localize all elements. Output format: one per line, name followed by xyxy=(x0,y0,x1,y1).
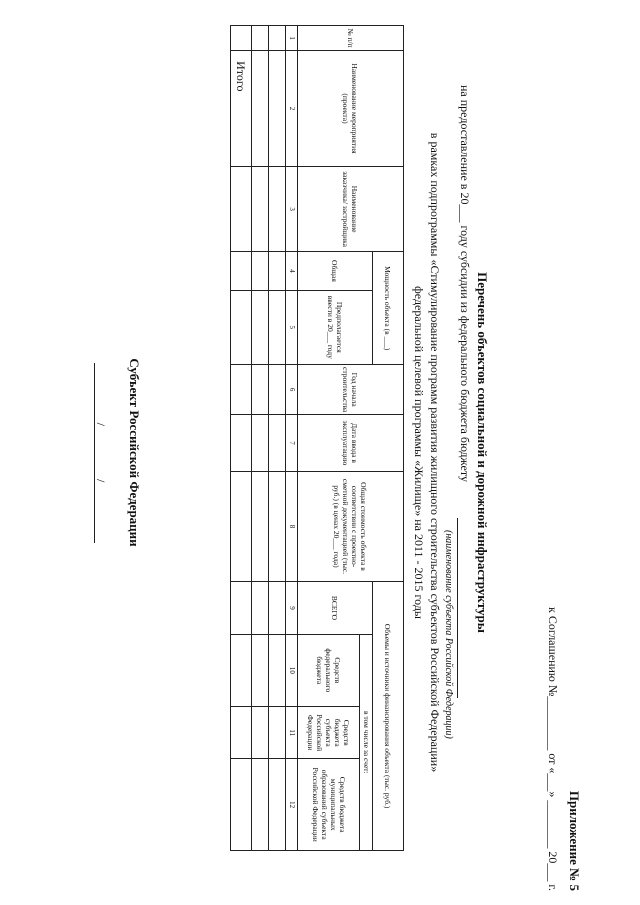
title-program-line: федеральной целевой программы «Жилище» на 2011 - 2015 годы xyxy=(412,286,426,619)
column-number: 10 xyxy=(286,634,298,706)
objects-table xyxy=(230,25,404,851)
header-capacity: Мощность объекта (в ___) xyxy=(373,252,404,365)
column-number: 8 xyxy=(286,471,298,582)
header-commission-date: Дата ввода в эксплуатацию xyxy=(298,415,404,471)
header-total-cost: Общая стоимость объекта в соответствии с проектно-сметной документацией (тыс. руб.) (в ценах 20___ года) xyxy=(298,471,404,582)
subject-signature-label: Субъект Российской Федерации xyxy=(127,358,142,547)
column-number: 11 xyxy=(286,707,298,759)
agreement-reference: к Соглашению №_________ от «___» ________ 20___ г. xyxy=(546,607,560,891)
header-measure-name: Наименование мероприятия (проекта) xyxy=(298,51,404,167)
table-row xyxy=(269,26,286,851)
column-number: 3 xyxy=(286,166,298,252)
column-number: 12 xyxy=(286,759,298,851)
header-federal-budget: Средств федерального бюджета xyxy=(298,634,361,706)
total-label: Итого xyxy=(231,51,252,167)
column-numbers-row xyxy=(286,26,298,851)
title-subsidy-line: на предоставление в 20___ году субсидии из федерального бюджета бюджету xyxy=(458,85,472,482)
column-number: 9 xyxy=(286,582,298,634)
header-no: № п/п xyxy=(298,26,404,51)
header-start-year: Год начала строительства xyxy=(298,365,404,415)
header-subject-budget: Средств бюджета субъекта Российской Федерации xyxy=(298,707,361,759)
header-all: ВСЕГО xyxy=(298,582,373,634)
signature-slashes: / / xyxy=(94,422,108,483)
table-row xyxy=(252,26,269,851)
total-row xyxy=(231,26,252,851)
document-title: Перечень объектов социальной и дорожной инфраструктуры xyxy=(475,272,490,633)
title-subprogram-line: в рамках подпрограммы «Стимулирование программ развития жилищного строительства субъектов Российской Федерации» xyxy=(428,132,442,773)
header-customer: Наименование заказчика/ застройщика xyxy=(298,166,404,252)
appendix-label: Приложение № 5 xyxy=(567,790,582,891)
header-capacity-total: Общая xyxy=(298,252,373,290)
column-number: 5 xyxy=(286,290,298,364)
column-number: 2 xyxy=(286,51,298,167)
header-municipal-budget: Средств бюджета муниципальных образований субъекта Российской Федерации xyxy=(298,759,361,851)
column-number: 7 xyxy=(286,415,298,471)
column-number: 1 xyxy=(286,26,298,51)
subject-name-underline xyxy=(457,518,458,698)
subject-name-caption: (наименование субъекта Российской Федерации) xyxy=(443,530,454,739)
column-number: 6 xyxy=(286,365,298,415)
header-capacity-planned: Предполагается ввести в 20___ году xyxy=(298,290,373,364)
header-financing: Объемы и источники финансирования объекта (тыс. руб.) xyxy=(373,582,404,851)
header-including: в том числе за счет: xyxy=(360,634,373,850)
column-number: 4 xyxy=(286,252,298,290)
